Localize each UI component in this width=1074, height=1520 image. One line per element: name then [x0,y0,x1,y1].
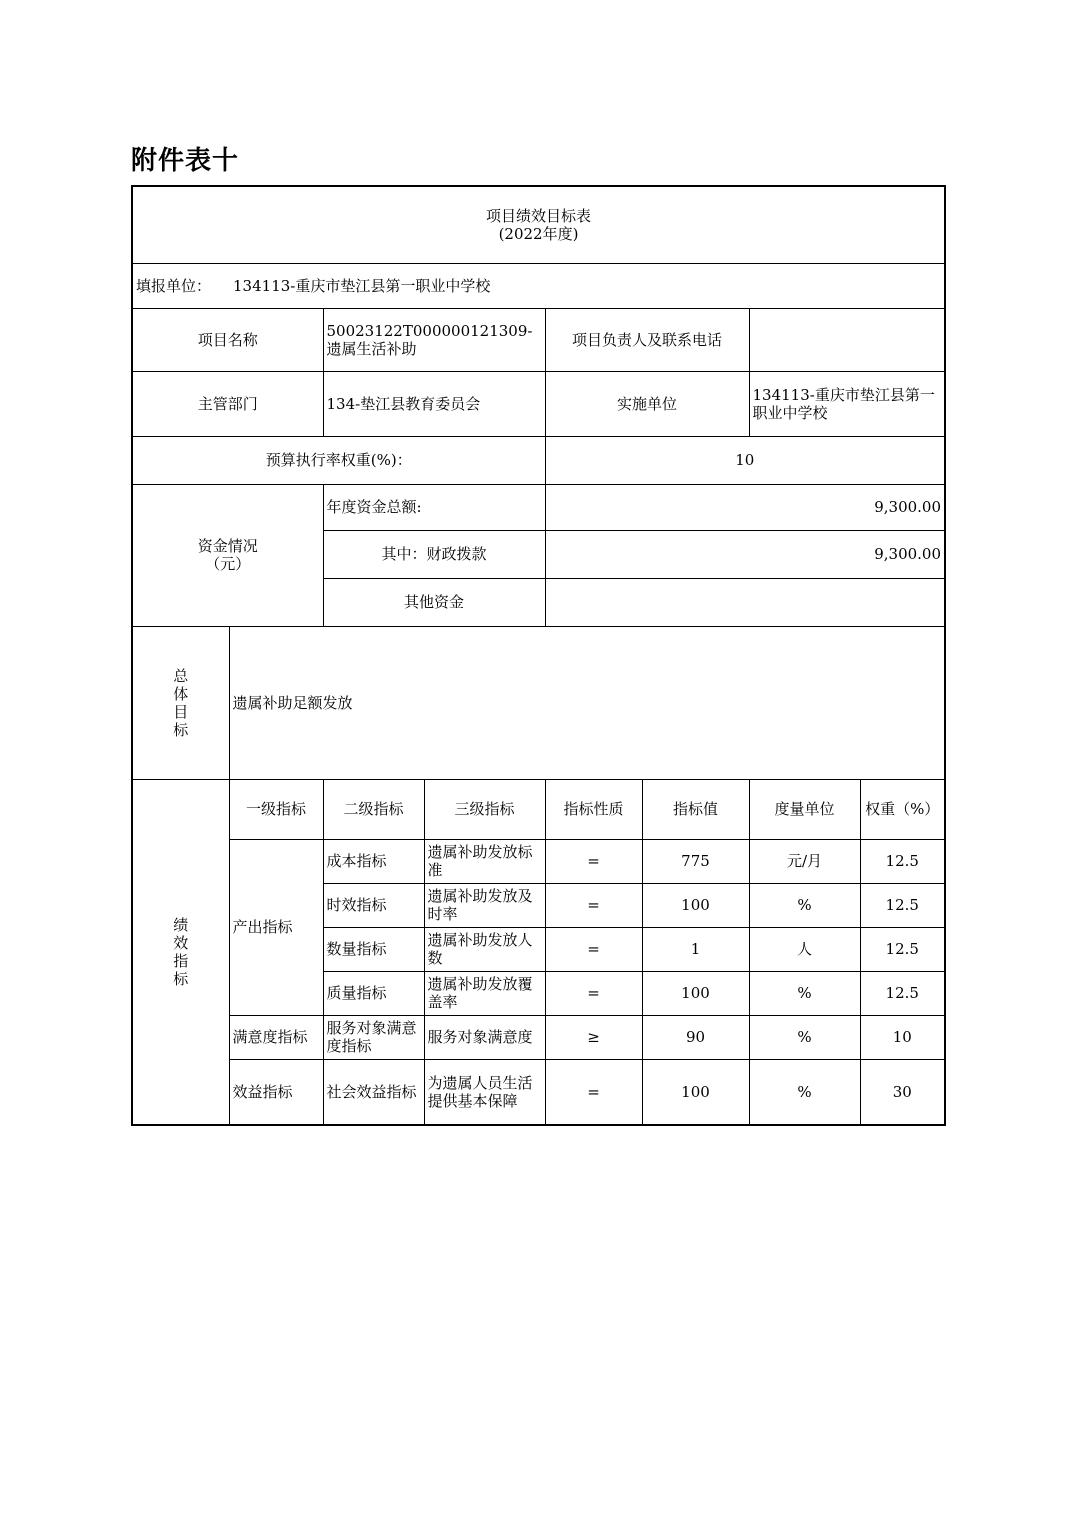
table-title: 项目绩效目标表 [486,206,592,225]
row-weight: 12.5 [860,927,945,971]
other-funds-label: 其他资金 [323,578,545,626]
row-value: 775 [642,839,749,883]
row-weight: 10 [860,1015,945,1059]
row-value: 100 [642,1059,749,1125]
row-unit: % [749,883,860,927]
row-value: 100 [642,971,749,1015]
row-unit: 元/月 [749,839,860,883]
row-nature: = [545,927,642,971]
row-l3: 服务对象满意度 [424,1015,545,1059]
group-output: 产出指标 [229,839,323,1015]
performance-target-table [131,185,946,1126]
table-row [132,1015,945,1059]
funds-label-main: 资金情况 [197,537,258,555]
fiscal-value: 9,300.00 [545,530,945,578]
impl-unit-value: 134113-重庆市垫江县第一职业中学校 [749,371,945,436]
row-nature: = [545,971,642,1015]
row-l3: 遗属补助发放及时率 [424,883,545,927]
row-l2: 时效指标 [323,883,424,927]
header-nature: 指标性质 [545,779,642,839]
row-value: 90 [642,1015,749,1059]
row-nature: = [545,839,642,883]
department-value: 134-垫江县教育委员会 [323,371,545,436]
table-row [132,1059,945,1125]
row-weight: 30 [860,1059,945,1125]
row-weight: 12.5 [860,883,945,927]
funds-label-unit: （元） [205,555,251,573]
other-funds-value [545,578,945,626]
funds-label [132,484,323,626]
project-name-value: 50023122T000000121309-遗属生活补助 [323,308,545,371]
overall-goal-label: 总 体 目 标 [132,626,229,779]
row-l2: 数量指标 [323,927,424,971]
overall-goal-value: 遗属补助足额发放 [229,626,945,779]
header-weight: 权重（%） [860,779,945,839]
contact-label: 项目负责人及联系电话 [545,308,749,371]
header-level2: 二级指标 [323,779,424,839]
contact-value [749,308,945,371]
row-nature: = [545,1059,642,1125]
table-row [132,839,945,883]
group-satisfaction: 满意度指标 [229,1015,323,1059]
row-unit: 人 [749,927,860,971]
fiscal-label: 其中：财政拨款 [323,530,545,578]
row-l3: 为遗属人员生活提供基本保障 [424,1059,545,1125]
row-weight: 12.5 [860,839,945,883]
row-unit: % [749,1059,860,1125]
department-label: 主管部门 [132,371,323,436]
row-l2: 社会效益指标 [323,1059,424,1125]
row-l2: 质量指标 [323,971,424,1015]
row-l2: 服务对象满意度指标 [323,1015,424,1059]
row-nature: = [545,883,642,927]
impl-unit-label: 实施单位 [545,371,749,436]
budget-weight-label: 预算执行率权重(%)： [132,436,545,484]
header-level1: 一级指标 [229,779,323,839]
project-name-label: 项目名称 [132,308,323,371]
row-l3: 遗属补助发放人数 [424,927,545,971]
table-title-cell [132,186,945,263]
annual-total-value: 9,300.00 [545,484,945,530]
row-value: 100 [642,883,749,927]
row-unit: % [749,1015,860,1059]
attachment-label: 附件表十 [131,146,240,176]
perf-indicator-label: 绩 效 指 标 [132,779,229,1125]
budget-weight-value: 10 [545,436,945,484]
row-value: 1 [642,927,749,971]
group-benefit: 效益指标 [229,1059,323,1125]
table-year: (2022年度) [498,224,579,243]
annual-total-label: 年度资金总额: [323,484,545,530]
header-unit: 度量单位 [749,779,860,839]
row-l3: 遗属补助发放标准 [424,839,545,883]
row-nature: ≥ [545,1015,642,1059]
fill-unit-row [132,263,945,308]
fill-unit-label: 填报单位： [136,276,212,295]
row-l2: 成本指标 [323,839,424,883]
row-l3: 遗属补助发放覆盖率 [424,971,545,1015]
row-unit: % [749,971,860,1015]
header-value: 指标值 [642,779,749,839]
fill-unit-value: 134113-重庆市垫江县第一职业中学校 [233,276,491,295]
header-level3: 三级指标 [424,779,545,839]
row-weight: 12.5 [860,971,945,1015]
